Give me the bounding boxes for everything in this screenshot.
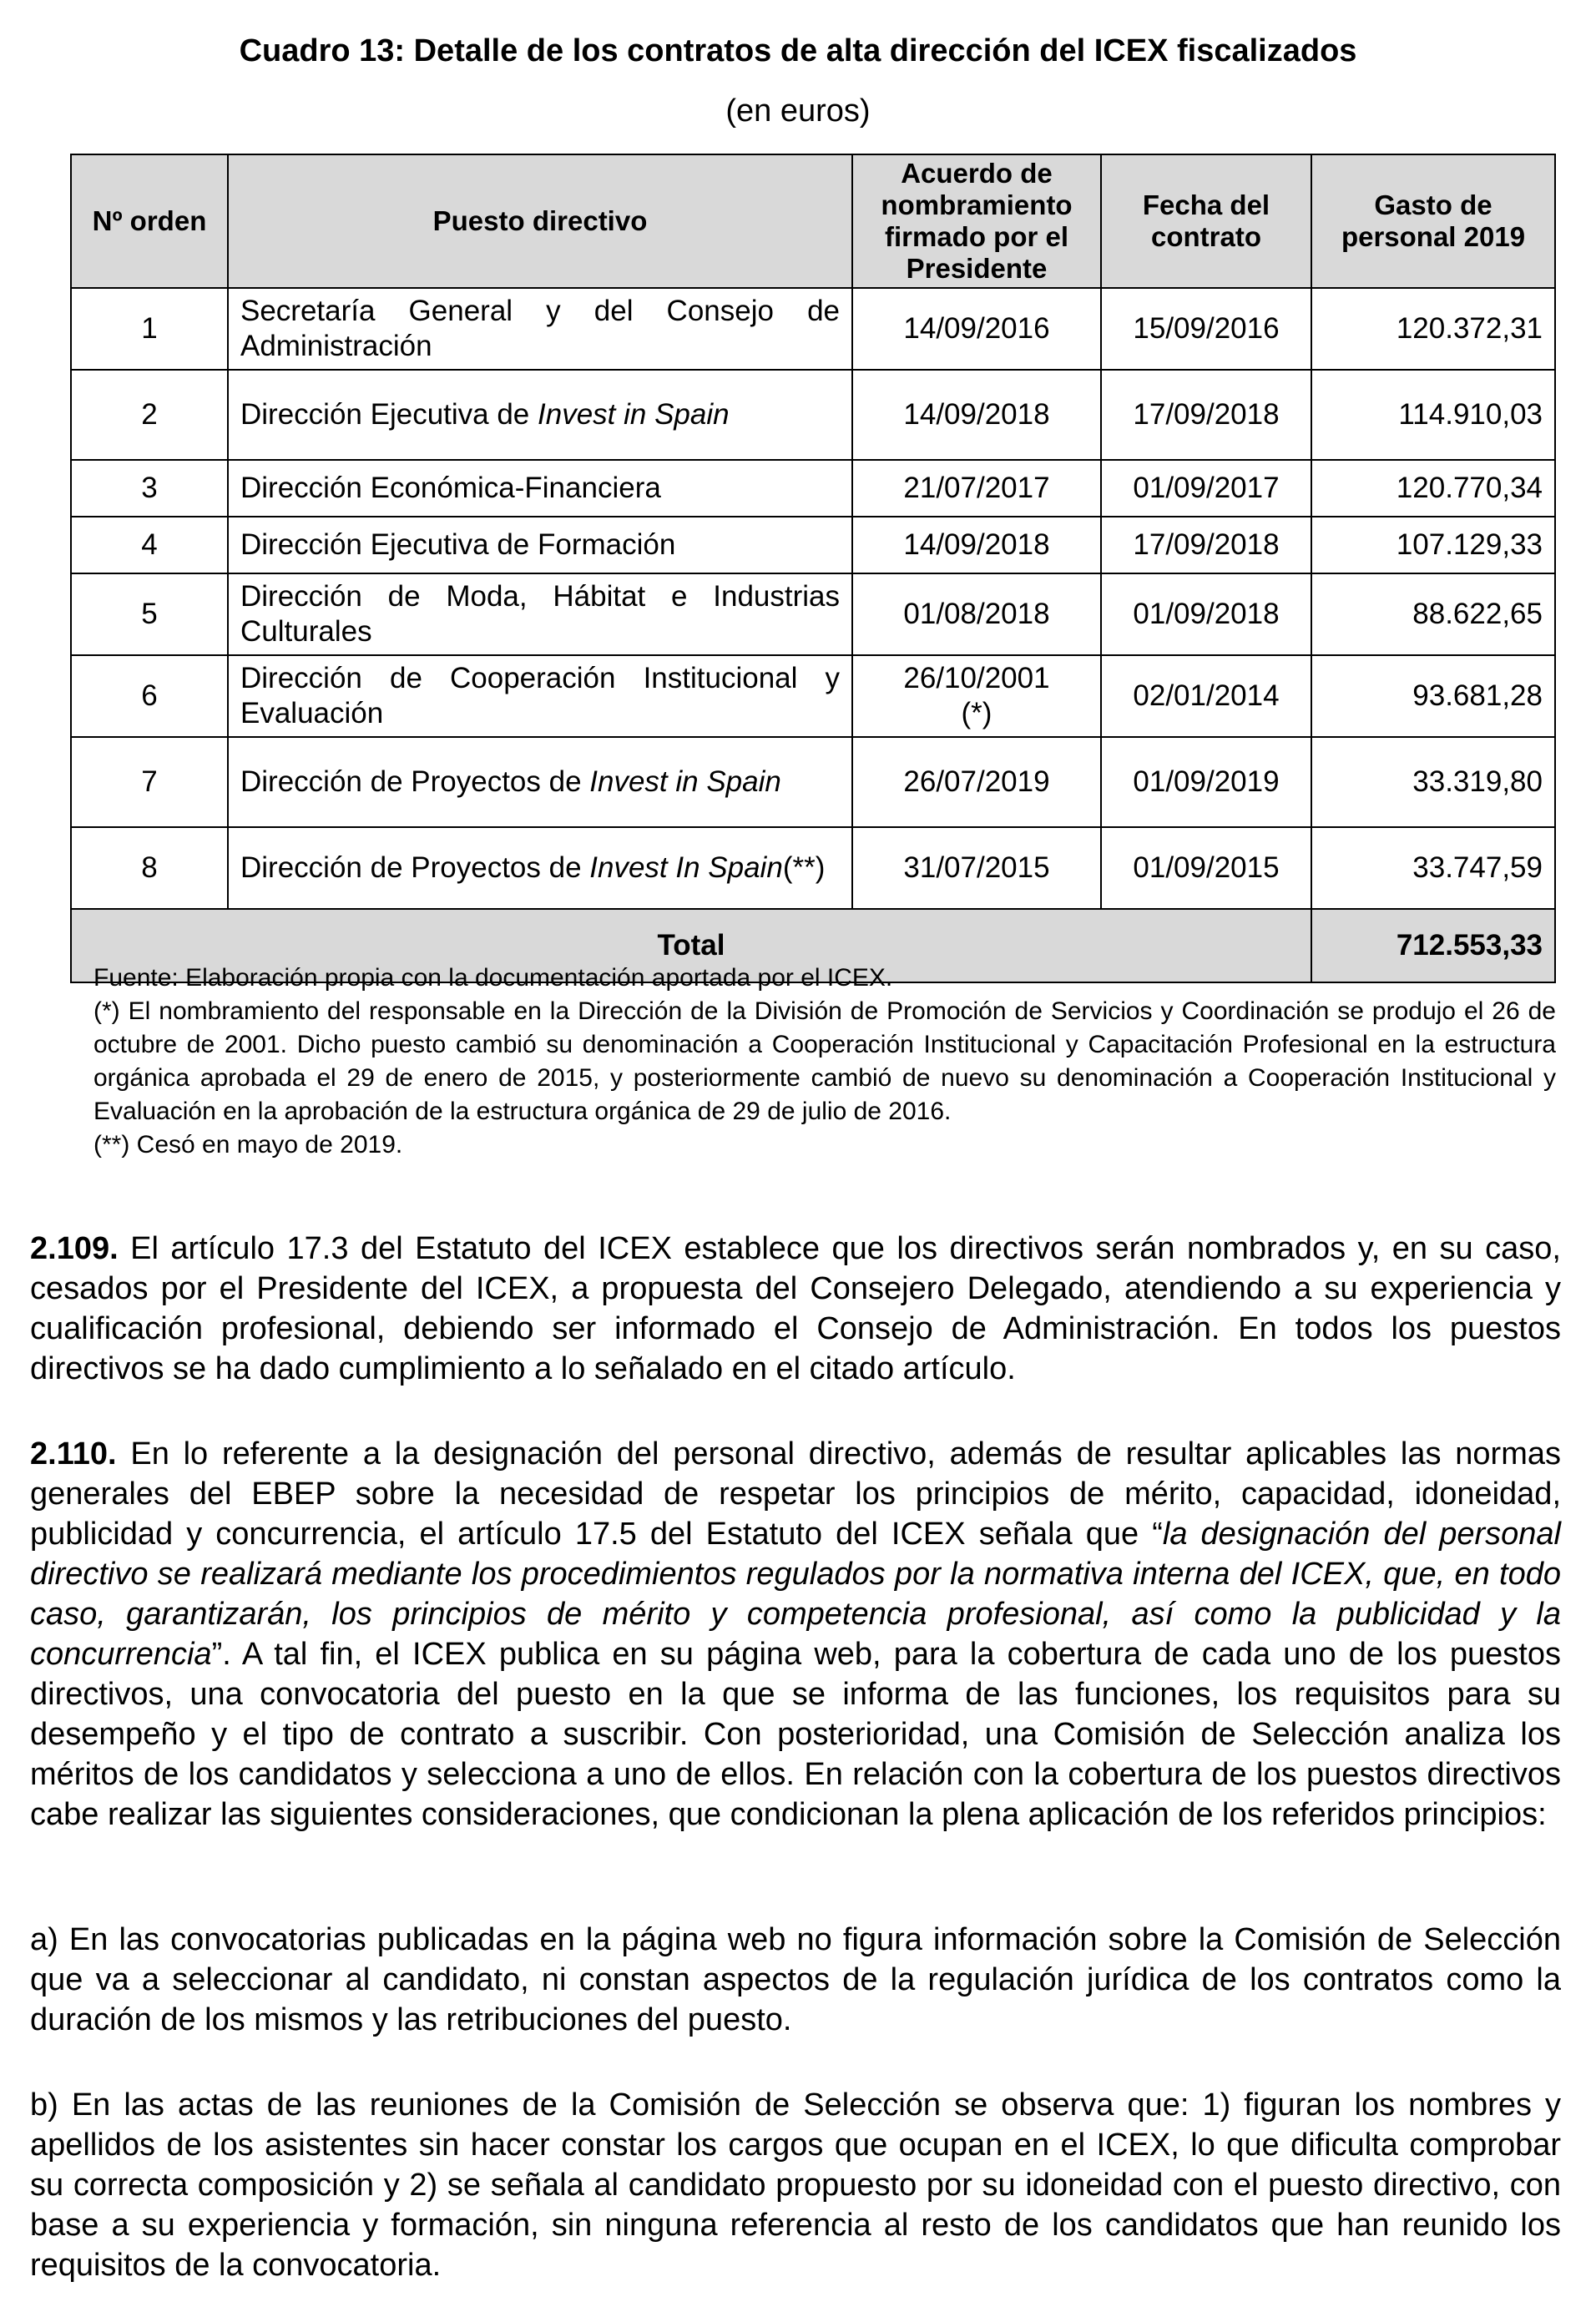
cell-cost: 120.770,34 [1311, 460, 1555, 517]
paragraph-2110 [30, 1434, 1561, 1835]
paragraph-a [30, 1920, 1561, 2040]
cell-cost: 93.681,28 [1311, 655, 1555, 737]
cell-position-italic: Invest in Spain [538, 398, 730, 431]
cell-position [228, 827, 852, 909]
column-header-agreement: Acuerdo de nombramiento firmado por el Presidente [852, 154, 1101, 288]
cell-contract-date: 01/09/2019 [1101, 737, 1311, 827]
cell-agreement: 14/09/2018 [852, 370, 1101, 460]
cell-num: 5 [71, 573, 228, 655]
table-row [71, 827, 1555, 909]
table-caption: Cuadro 13: Detalle de los contratos de alta dirección del ICEX fiscalizados [239, 33, 1357, 68]
paragraph-text: ”. A tal fin, el ICEX publica en su página web, para la cobertura de cada uno de los puestos directivos, una convocatoria del puesto en la que se informa de las funciones, los requisitos para su desempeño y el tipo de contrato a suscribir. Con posterioridad, una Comisión de Selección analiza los méritos de los candidatos y selecciona a uno de ellos. En relación con la cobertura de los puestos directivos cabe realizar las siguientes consideraciones, que condicionan la plena aplicación de los referidos principios: [30, 1637, 1561, 1832]
table-header-row [71, 154, 1555, 288]
table-row [71, 737, 1555, 827]
cell-contract-date: 01/09/2015 [1101, 827, 1311, 909]
cell-contract-date: 01/09/2018 [1101, 573, 1311, 655]
cell-num: 6 [71, 655, 228, 737]
footnote-2: (**) Cesó en mayo de 2019. [93, 1131, 403, 1158]
cell-agreement-date: 26/10/2001 [903, 662, 1050, 694]
cell-position-text: Dirección Ejecutiva de [240, 398, 538, 431]
cell-num: 1 [71, 288, 228, 370]
cell-num: 3 [71, 460, 228, 517]
cell-position-italic: Invest In Spain [589, 851, 783, 884]
cell-contract-date: 01/09/2017 [1101, 460, 1311, 517]
cell-position-text: Dirección de Proyectos de [240, 851, 590, 884]
cell-cost: 114.910,03 [1311, 370, 1555, 460]
table-row [71, 655, 1555, 737]
cell-cost: 120.372,31 [1311, 288, 1555, 370]
cell-num: 8 [71, 827, 228, 909]
cell-position: Dirección de Cooperación Institucional y Evaluación [228, 655, 852, 737]
cell-position: Dirección de Moda, Hábitat e Industrias Culturales [228, 573, 852, 655]
cell-contract-date: 17/09/2018 [1101, 370, 1311, 460]
cell-num: 7 [71, 737, 228, 827]
paragraph-text: b) En las actas de las reuniones de la Comisión de Selección se observa que: 1) figuran los nombres y apellidos de los asistentes sin hacer constar los cargos que ocupan en el ICEX, lo que dificulta comprobar su correcta composición y 2) se señala al candidato propuesto por su idoneidad con el puesto directivo, con base a su experiencia y formación, sin ninguna referencia al resto de los candidatos que han reunido los requisitos de la convocatoria. [30, 2087, 1561, 2283]
cell-cost: 33.747,59 [1311, 827, 1555, 909]
cell-agreement: 14/09/2016 [852, 288, 1101, 370]
cell-contract-date: 15/09/2016 [1101, 288, 1311, 370]
cell-position-text: Dirección de Proyectos de [240, 765, 590, 798]
cell-position [228, 737, 852, 827]
cell-contract-date: 17/09/2018 [1101, 517, 1311, 573]
cell-contract-date: 02/01/2014 [1101, 655, 1311, 737]
table-row [71, 517, 1555, 573]
paragraph-text: En lo referente a la designación del personal directivo, además de resultar aplicables las normas generales del EBEP sobre la necesidad de respetar los principios de mérito, capacidad, idoneidad, publicidad y concurrencia, el artículo 17.5 del Estatuto del ICEX señala que “ [30, 1436, 1561, 1552]
column-header-cost: Gasto de personal 2019 [1311, 154, 1555, 288]
cell-position: Dirección Ejecutiva de Formación [228, 517, 852, 573]
paragraph-text: El artículo 17.3 del Estatuto del ICEX establece que los directivos serán nombrados y, en su caso, cesados por el Presidente del ICEX, a propuesta del Consejero Delegado, atendiendo a su experiencia y cualificación profesional, debiendo ser informado el Consejo de Administración. En todos los puestos directivos se ha dado cumplimiento a lo señalado en el citado artículo. [30, 1231, 1561, 1386]
cell-agreement [852, 655, 1101, 737]
cell-cost: 107.129,33 [1311, 517, 1555, 573]
contracts-table [70, 154, 1556, 983]
cell-agreement: 26/07/2019 [852, 737, 1101, 827]
cell-agreement: 01/08/2018 [852, 573, 1101, 655]
cell-num: 2 [71, 370, 228, 460]
total-value: 712.553,33 [1311, 909, 1555, 982]
table-units: (en euros) [725, 93, 871, 129]
cell-agreement: 21/07/2017 [852, 460, 1101, 517]
footnote-1: (*) El nombramiento del responsable en la Dirección de la División de Promoción de Servicios y Coordinación se produjo el 26 de octubre de 2001. Dicho puesto cambió su denominación a Cooperación Institucional y Capacitación Profesional en la estructura orgánica aprobada el 29 de enero de 2015, y posteriormente cambió de nuevo su denominación a Cooperación Institucional y Evaluación en la aprobación de la estructura orgánica de 29 de julio de 2016. [93, 997, 1556, 1125]
column-header-contract-date: Fecha del contrato [1101, 154, 1311, 288]
paragraph-b [30, 2085, 1561, 2285]
column-header-num: Nº orden [71, 154, 228, 288]
cell-position [228, 370, 852, 460]
table-row [71, 460, 1555, 517]
cell-position: Dirección Económica-Financiera [228, 460, 852, 517]
table-row [71, 288, 1555, 370]
cell-agreement: 31/07/2015 [852, 827, 1101, 909]
total-label: Total [71, 909, 1311, 982]
cell-cost: 33.319,80 [1311, 737, 1555, 827]
source-note: Fuente: Elaboración propia con la documentación aportada por el ICEX. [93, 964, 893, 992]
cell-position: Secretaría General y del Consejo de Administración [228, 288, 852, 370]
cell-num: 4 [71, 517, 228, 573]
paragraph-2109 [30, 1229, 1561, 1389]
table-row [71, 573, 1555, 655]
column-header-position: Puesto directivo [228, 154, 852, 288]
cell-position-italic: Invest in Spain [589, 765, 781, 798]
paragraph-quote: la designación del personal directivo se realizará mediante los procedimientos regulados por la normativa interna del ICEX, que, en todo caso, garantizarán, los principios de mérito y competencia profesional, así como la publicidad y la concurrencia [30, 1517, 1561, 1672]
footnote-marker: (*) [961, 697, 992, 729]
paragraph-text: a) En las convocatorias publicadas en la página web no figura información sobre la Comisión de Selección que va a seleccionar al candidato, ni constan aspectos de la regulación jurídica de los contratos como la duración de los mismos y las retribuciones del puesto. [30, 1922, 1561, 2037]
table-row [71, 370, 1555, 460]
table-notes [93, 962, 1556, 1162]
paragraph-number: 2.109. [30, 1231, 119, 1266]
paragraph-number: 2.110. [30, 1436, 117, 1471]
cell-agreement: 14/09/2018 [852, 517, 1101, 573]
footnote-marker: (**) [782, 851, 826, 884]
cell-cost: 88.622,65 [1311, 573, 1555, 655]
